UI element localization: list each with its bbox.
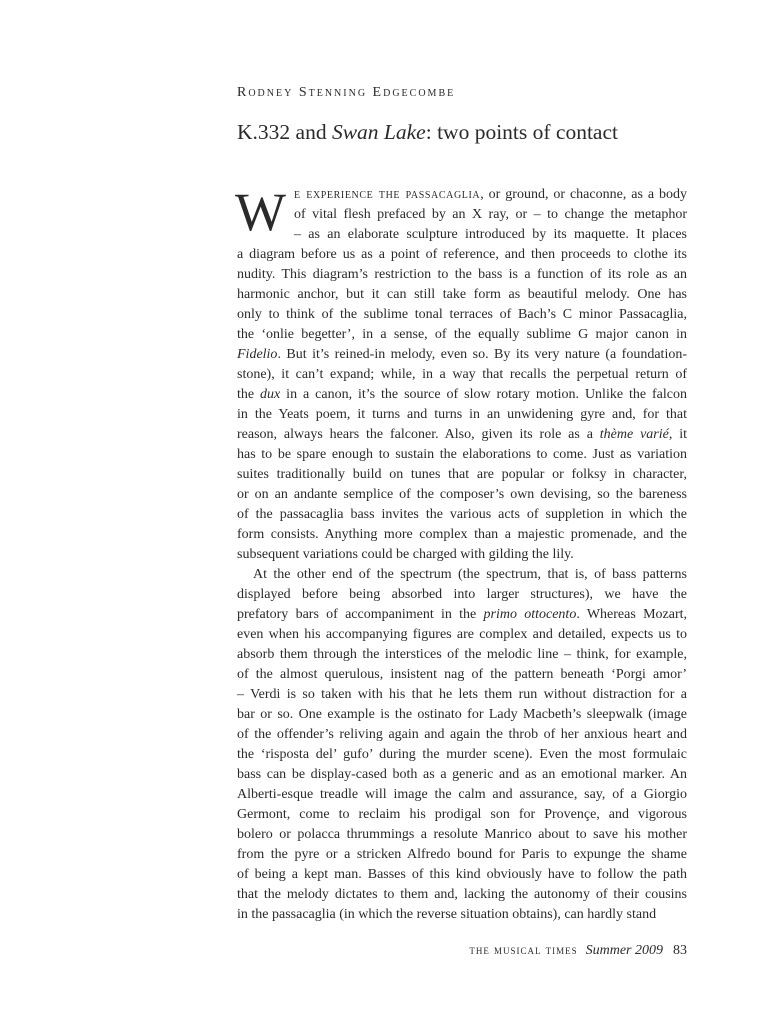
text-line bbox=[237, 705, 687, 725]
page-number: 83 bbox=[673, 943, 687, 958]
text-line bbox=[237, 525, 687, 545]
italic-phrase: thème varié bbox=[599, 427, 669, 442]
italic-phrase: Fidelio bbox=[237, 347, 278, 362]
text-segment: even when his accompanying figures are complex and detailed, expects us to bbox=[237, 627, 687, 642]
text-line bbox=[237, 185, 687, 205]
text-segment: or on an andante semplice of the composer’s own devising, so the bareness bbox=[237, 487, 687, 502]
text-line bbox=[237, 205, 687, 225]
text-segment: reason, always hears the falconer. Also, given its role as a bbox=[237, 427, 600, 442]
text-segment: of being a kept man. Basses of this kind obviously have to follow the path bbox=[237, 867, 687, 882]
text-line bbox=[237, 225, 687, 245]
author-name: Rodney Stenning Edgecombe bbox=[237, 85, 456, 100]
text-segment: At the other end of the spectrum (the spectrum, that is, of bass patterns bbox=[253, 567, 687, 582]
journal-name: the musical times bbox=[469, 943, 578, 957]
text-line bbox=[237, 805, 687, 825]
text-line bbox=[237, 385, 687, 405]
text-segment: , it bbox=[668, 427, 687, 442]
page-footer bbox=[469, 940, 687, 961]
text-line bbox=[237, 605, 687, 625]
italic-phrase: primo ottocento bbox=[483, 607, 577, 622]
text-segment: bass can be display-cased both as a generic and as an emotional marker. An bbox=[237, 767, 687, 782]
article-title bbox=[237, 118, 618, 146]
text-segment: that the melody dictates to them and, lacking the autonomy of their cousins bbox=[237, 887, 687, 902]
text-line bbox=[237, 465, 687, 485]
text-segment: stone), it can’t expand; while, in a way that recalls the perpetual return of bbox=[237, 367, 687, 382]
text-line bbox=[237, 285, 687, 305]
text-line bbox=[237, 665, 687, 685]
text-segment: form consists. Anything more complex than a majestic promenade, and the bbox=[237, 527, 687, 542]
article-page bbox=[237, 0, 687, 1024]
text-segment: bolero or polacca thrummings a resolute Manrico about to save his mother bbox=[237, 827, 687, 842]
text-line bbox=[237, 345, 687, 365]
text-segment: prefatory bars of accompaniment in the bbox=[237, 607, 484, 622]
text-line bbox=[237, 765, 687, 785]
text-segment: a diagram before us as a point of reference, and then proceeds to clothe its bbox=[237, 247, 687, 262]
text-segment: in a canon, it’s the source of slow rotary motion. Unlike the falcon bbox=[280, 387, 687, 402]
text-segment: absorb them through the interstices of the melodic line – think, for example, bbox=[237, 647, 687, 662]
article-body bbox=[235, 182, 687, 925]
text-segment: in the Yeats poem, it turns and turns in an unwidening gyre and, for that bbox=[237, 407, 687, 422]
text-line bbox=[237, 725, 687, 745]
text-line bbox=[237, 325, 687, 345]
text-segment: Germont, come to reclaim his prodigal son for Provençe, and vigorous bbox=[237, 807, 687, 822]
text-segment: , or ground, or chaconne, as a body bbox=[480, 187, 687, 202]
text-segment: from the pyre or a stricken Alfredo bound for Paris to expunge the shame bbox=[237, 847, 687, 862]
text-segment: – Verdi is so taken with his that he lets them run without distraction for a bbox=[237, 687, 687, 702]
text-line bbox=[237, 505, 687, 525]
text-line bbox=[237, 645, 687, 665]
text-line bbox=[237, 485, 687, 505]
text-segment: of the almost querulous, insistent nag of the pattern beneath ‘Porgi amor’ bbox=[237, 667, 687, 682]
text-segment: only to think of the sublime tonal terraces of Bach’s C minor Passacaglia, bbox=[237, 307, 687, 322]
text-line bbox=[237, 305, 687, 325]
small-caps-lead: e experience the passacaglia bbox=[294, 187, 481, 202]
text-segment: the ‘risposta del’ gufo’ during the murder scene). Even the most formulaic bbox=[237, 747, 687, 762]
text-line bbox=[237, 885, 687, 905]
text-line bbox=[237, 865, 687, 885]
text-line bbox=[237, 265, 687, 285]
text-segment: in the passacaglia (in which the reverse situation obtains), can hardly stand bbox=[237, 907, 657, 922]
text-line bbox=[237, 425, 687, 445]
text-segment: Alberti-esque treadle will image the calm and assurance, say, of a Giorgio bbox=[237, 787, 687, 802]
text-line bbox=[237, 565, 687, 585]
text-line bbox=[237, 825, 687, 845]
text-line bbox=[237, 545, 687, 565]
text-segment: subsequent variations could be charged with gilding the lily. bbox=[237, 547, 574, 562]
text-segment: of the offender’s reliving again and again the throb of her anxious heart and bbox=[237, 727, 687, 742]
text-segment: bar or so. One example is the ostinato for Lady Macbeth’s sleepwalk (image bbox=[237, 707, 687, 722]
text-segment: – as an elaborate sculpture introduced by its maquette. It places bbox=[294, 227, 687, 242]
text-segment: harmonic anchor, but it can still take form as beautiful melody. One has bbox=[237, 287, 687, 302]
text-segment: has to be spare enough to sustain the elaborations to come. Just as variation bbox=[237, 447, 687, 462]
text-line bbox=[237, 685, 687, 705]
text-line bbox=[237, 585, 687, 605]
text-line bbox=[237, 245, 687, 265]
text-segment: suites traditionally build on tunes that are popular or folksy in character, bbox=[237, 467, 687, 482]
text-segment: . Whereas Mozart, bbox=[576, 607, 687, 622]
text-line bbox=[237, 845, 687, 865]
text-segment: nudity. This diagram’s restriction to the bass is a function of its role as an bbox=[237, 267, 687, 282]
text-segment: . But it’s reined-in melody, even so. By its very nature (a foundation- bbox=[277, 347, 687, 362]
text-line bbox=[237, 405, 687, 425]
text-line bbox=[237, 905, 687, 925]
italic-phrase: dux bbox=[260, 387, 281, 402]
title-italic: Swan Lake bbox=[331, 120, 426, 144]
title-part-2: : two points of contact bbox=[425, 120, 618, 144]
title-part-1: K.332 and bbox=[237, 120, 332, 144]
text-line bbox=[237, 365, 687, 385]
text-line bbox=[237, 785, 687, 805]
text-segment: displayed before being absorbed into larger structures), we have the bbox=[237, 587, 687, 602]
text-segment: of the passacaglia bass invites the various acts of suppletion in which the bbox=[237, 507, 687, 522]
text-line bbox=[237, 445, 687, 465]
text-segment: of vital flesh prefaced by an X ray, or – to change the metaphor bbox=[294, 207, 687, 222]
text-line bbox=[237, 745, 687, 765]
issue-date: Summer 2009 bbox=[585, 943, 663, 958]
text-segment: the bbox=[237, 387, 261, 402]
text-line bbox=[237, 625, 687, 645]
text-segment: the ‘onlie begetter’, in a sense, of the equally sublime G major canon in bbox=[237, 327, 687, 342]
drop-cap: W bbox=[235, 182, 286, 242]
